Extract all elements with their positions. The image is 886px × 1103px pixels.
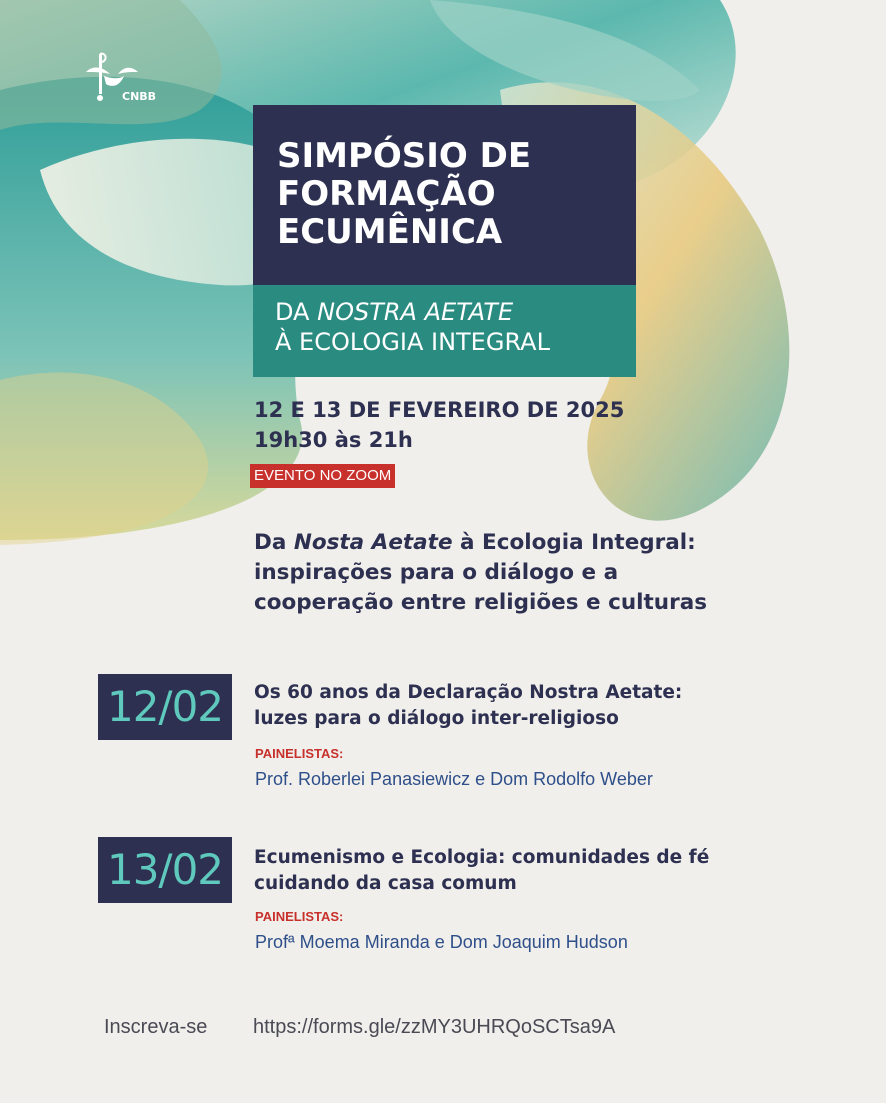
session-title-line-2: luzes para o diálogo inter-religioso xyxy=(254,708,619,729)
session-title xyxy=(254,680,682,732)
theme-line-1 xyxy=(254,528,874,558)
theme-prefix: Da xyxy=(254,530,294,555)
subtitle-italic: NOSTRA AETATE xyxy=(317,298,514,326)
theme-line-3: cooperação entre religiões e culturas xyxy=(254,590,708,615)
panelists-names: Profª Moema Miranda e Dom Joaquim Hudson xyxy=(255,932,628,952)
event-dates: 12 E 13 DE FEVEREIRO DE 2025 xyxy=(254,398,625,422)
theme-heading xyxy=(254,528,874,618)
subtitle-line-1 xyxy=(275,297,614,327)
session-date-box: 12/02 xyxy=(98,674,232,740)
title-line-2: FORMAÇÃO xyxy=(277,174,496,214)
event-time: 19h30 às 21h xyxy=(254,428,413,452)
title-box xyxy=(253,105,636,285)
subtitle-line-2: À ECOLOGIA INTEGRAL xyxy=(275,328,550,356)
subtitle-box xyxy=(253,285,636,377)
subtitle-prefix: DA xyxy=(275,298,318,326)
session-title-line-1: Ecumenismo e Ecologia: comunidades de fé xyxy=(254,847,710,868)
cnbb-logo-text: CNBB xyxy=(122,90,157,103)
panelists-label: PAINELISTAS: xyxy=(255,746,344,761)
zoom-badge: EVENTO NO ZOOM xyxy=(250,464,395,488)
panelists-label: PAINELISTAS: xyxy=(255,909,344,924)
session-title xyxy=(254,845,709,897)
session-title-line-1: Os 60 anos da Declaração Nostra Aetate: xyxy=(254,682,683,703)
signup-link[interactable]: https://forms.gle/zzMY3UHRQoSCTsa9A xyxy=(253,1016,616,1038)
panelists-names: Prof. Roberlei Panasiewicz e Dom Rodolfo Weber xyxy=(255,769,653,789)
title-line-3: ECUMÊNICA xyxy=(277,212,503,252)
session-date-box: 13/02 xyxy=(98,837,232,903)
session-title-line-2: cuidando da casa comum xyxy=(254,873,517,894)
signup-label: Inscreva-se xyxy=(104,1016,208,1038)
theme-line-2: inspirações para o diálogo e a xyxy=(254,560,619,585)
theme-suffix: à Ecologia Integral: xyxy=(452,530,696,555)
title-line-1: SIMPÓSIO DE xyxy=(277,136,532,176)
theme-italic: Nosta Aetate xyxy=(293,530,453,555)
